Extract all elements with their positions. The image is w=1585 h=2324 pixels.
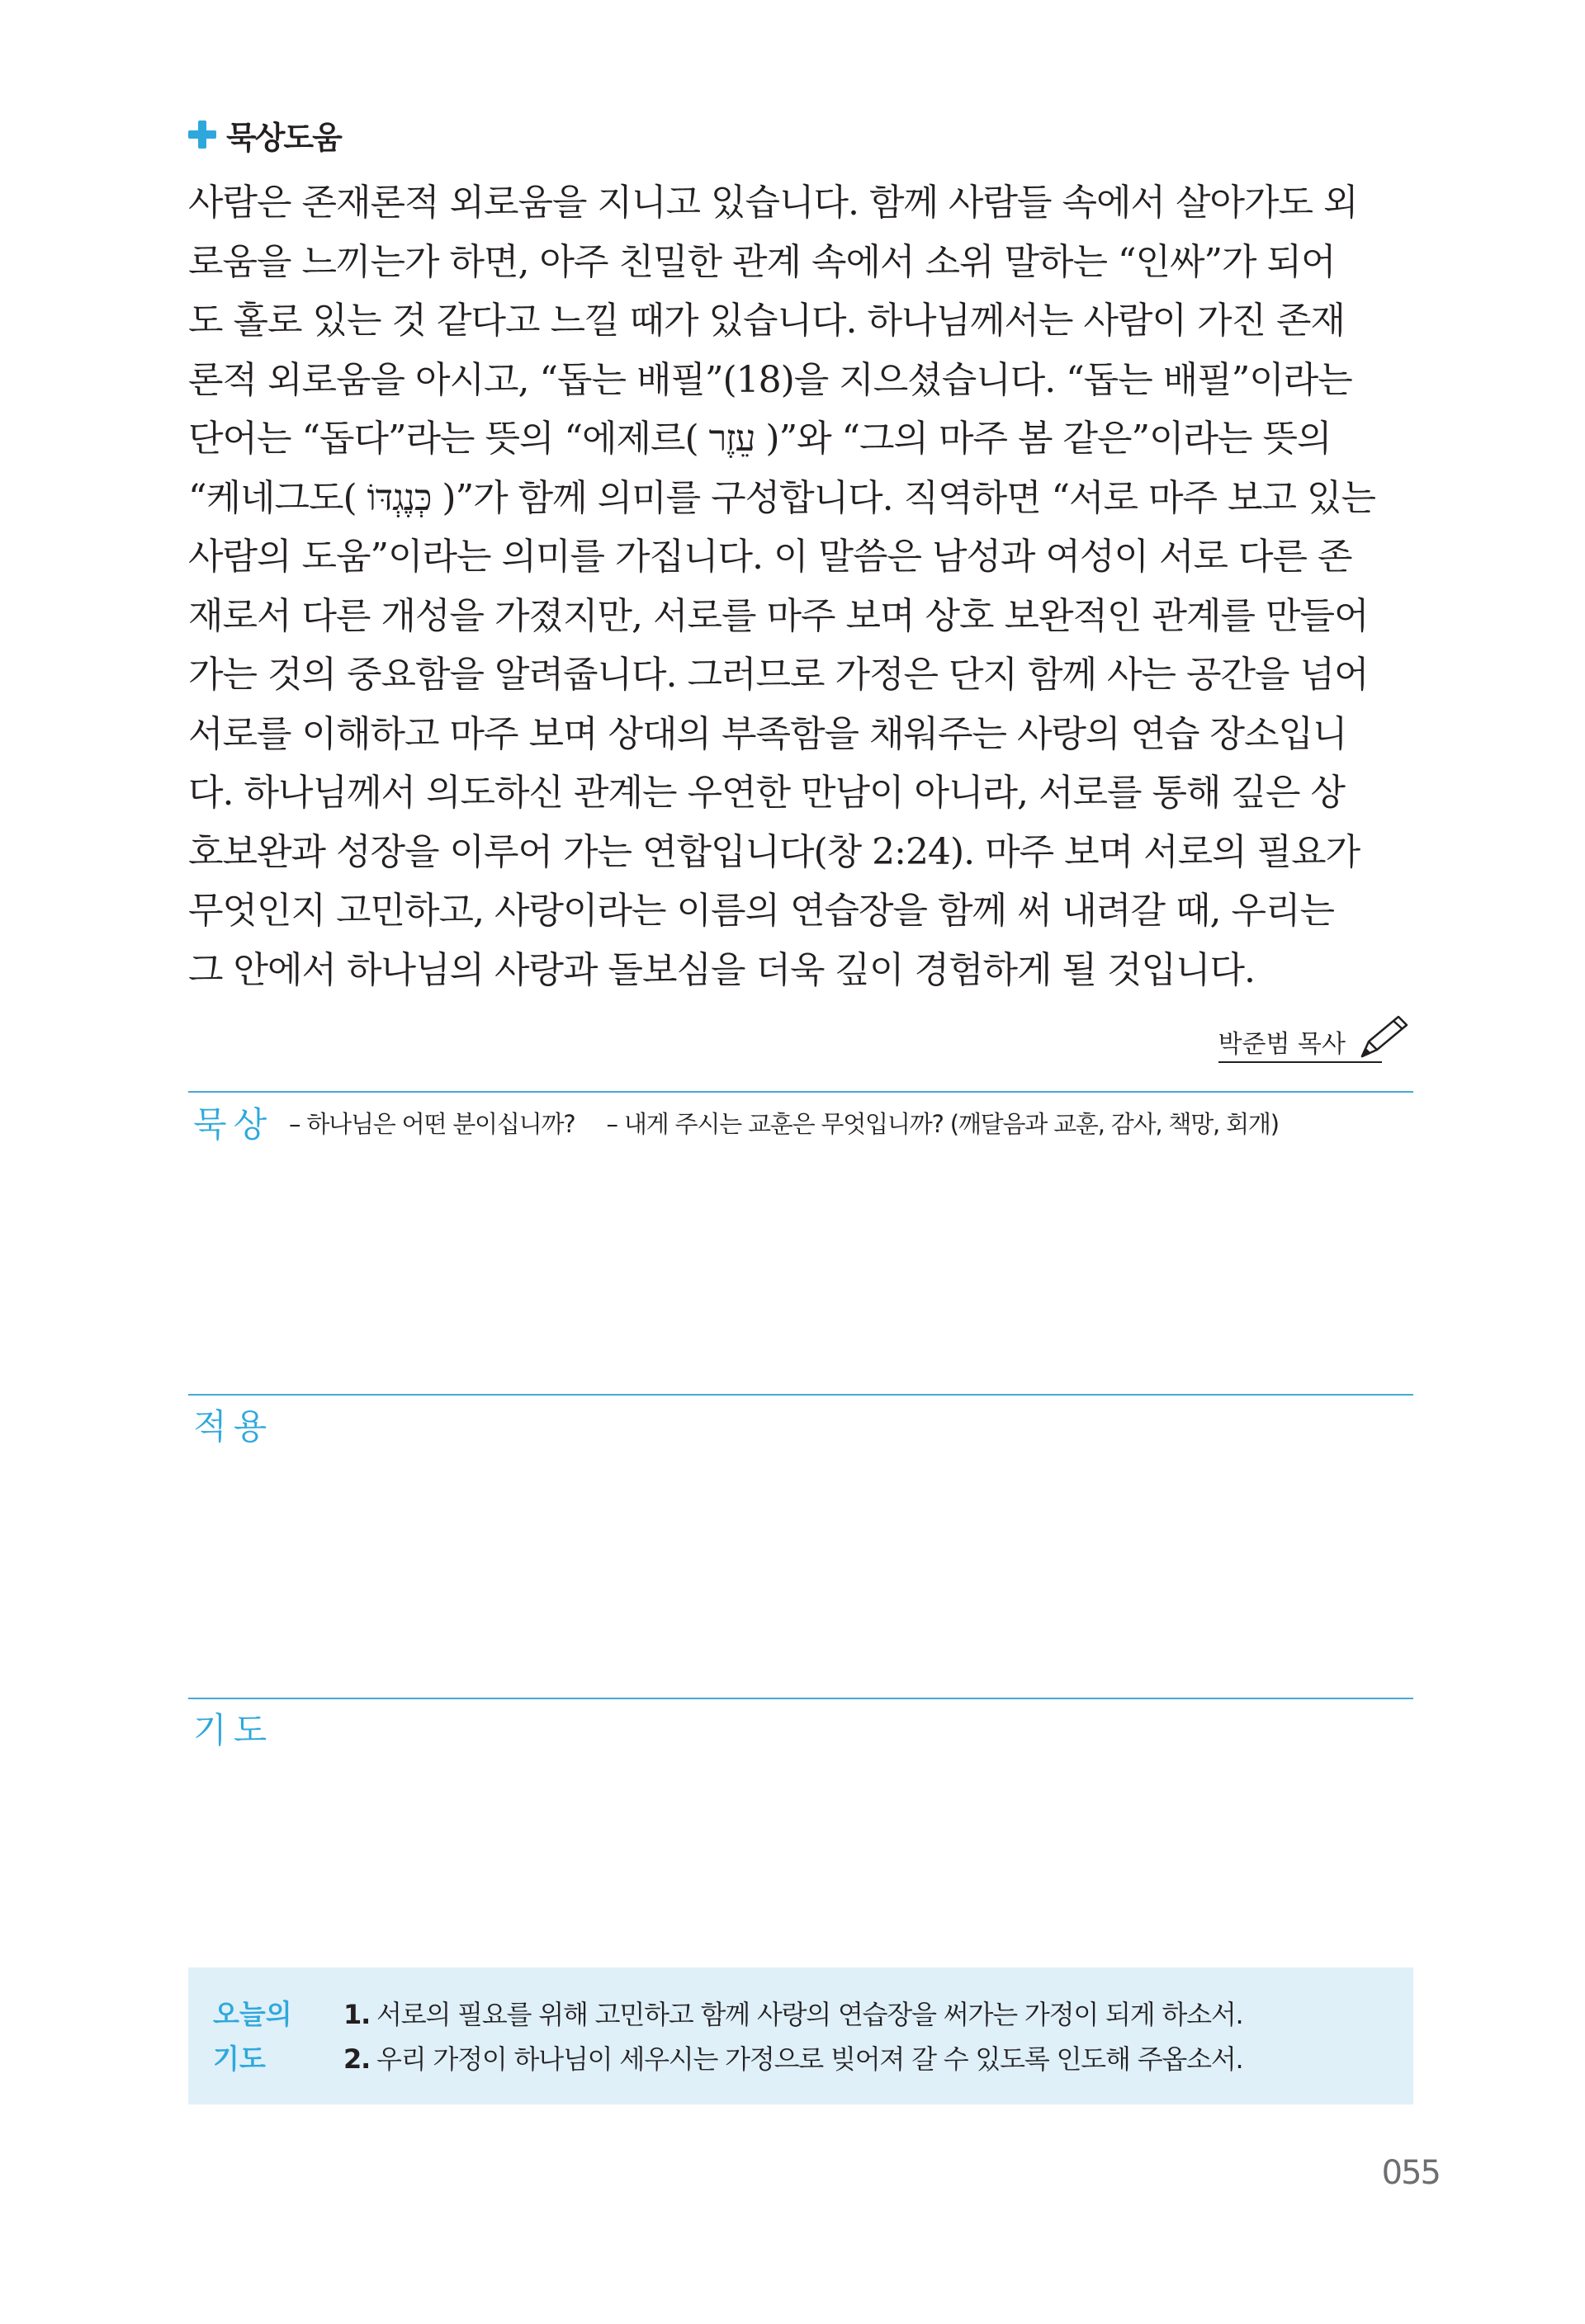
page-header	[188, 111, 341, 158]
text-line: 로움을 느끼는가 하면, 아주 친밀한 관계 속에서 소위 말하는 “인싸”가 되어	[188, 240, 1336, 283]
application-rule	[188, 1394, 1413, 1396]
application-label: 적용	[193, 1406, 274, 1447]
prayer-section-label: 기도	[193, 1710, 274, 1750]
text-line: 그 안에서 하나님의 사랑과 돌보심을 더욱 깊이 경험하게 될 것입니다.	[188, 948, 1255, 991]
meditation-writing-area[interactable]	[188, 1155, 1413, 1386]
list-item: 2. 우리 가정이 하나님이 세우시는 가정으로 빚어져 갈 수 있도록 인도해 주옵소서.	[343, 2043, 1243, 2075]
text-line: 무엇인지 고민하고, 사랑이라는 이름의 연습장을 함께 써 내려갈 때, 우리는	[188, 890, 1334, 932]
list-item: 1. 서로의 필요를 위해 고민하고 함께 사랑의 연습장을 써가는 가정이 되게 하소서.	[343, 1999, 1243, 2030]
todays-prayer-label: 오늘의 기도	[213, 1998, 292, 2075]
text-line: “케네그도( כְּנֶגְדּוֹ )”가 함께 의미를 구성합니다. 직역하면 “서로 마주 보고 있는	[188, 476, 1376, 519]
text-line: 사람의 도움”이라는 의미를 가집니다. 이 말씀은 남성과 여성이 서로 다른 존	[188, 536, 1352, 578]
prayer-rule	[188, 1698, 1413, 1699]
text-line: 가는 것의 중요함을 알려줍니다. 그러므로 가정은 단지 함께 사는 공간을 넘어	[188, 654, 1369, 696]
meditation-label: 묵상	[193, 1104, 274, 1145]
author-signature	[1073, 1017, 1413, 1063]
todays-prayer-box	[188, 1967, 1413, 2104]
plus-icon	[188, 120, 216, 149]
meditation-prompts	[289, 1106, 1303, 1140]
text-line: 다. 하나님께서 의도하신 관계는 우연한 만남이 아니라, 서로를 통해 깊은 상	[188, 772, 1345, 814]
prompt-who-is-god: – 하나님은 어떤 분이십니까?	[289, 1110, 575, 1138]
text-line: 서로를 이해하고 마주 보며 상대의 부족함을 채워주는 사랑의 연습 장소입니	[188, 712, 1347, 755]
text-line: 도 홀로 있는 것 같다고 느낄 때가 있습니다. 하나님께서는 사람이 가진 존재	[188, 300, 1345, 342]
text-line: 재로서 다른 개성을 가졌지만, 서로를 마주 보며 상호 보완적인 관계를 만들어	[188, 594, 1369, 637]
application-writing-area[interactable]	[188, 1452, 1413, 1692]
prayer-writing-area[interactable]	[188, 1758, 1413, 1956]
text-line: 단어는 “돕다”라는 뜻의 “에제르( עֵזֶר )”와 “그의 마주 봄 같은”이라는 뜻의	[188, 418, 1332, 460]
page-title: 묵상도움	[226, 120, 341, 156]
prayer-list	[343, 1992, 1243, 2081]
meditation-rule	[188, 1091, 1413, 1093]
text-line: 호보완과 성장을 이루어 가는 연합입니다(창 2:24). 마주 보며 서로의 필요가	[188, 830, 1360, 873]
author-name: 박준범 목사	[1218, 1023, 1382, 1063]
prompt-lesson: – 내게 주시는 교훈은 무엇입니까? (깨달음과 교훈, 감사, 책망, 회개)	[606, 1110, 1279, 1138]
devotional-text	[188, 173, 1413, 999]
text-line: 사람은 존재론적 외로움을 지니고 있습니다. 함께 사람들 속에서 살아가도 외	[188, 182, 1358, 224]
text-line: 론적 외로움을 아시고, “돕는 배필”(18)을 지으셨습니다. “돕는 배필”이라는	[188, 358, 1352, 401]
page-number: 055	[1381, 2154, 1440, 2192]
pencil-icon	[1351, 1013, 1413, 1063]
